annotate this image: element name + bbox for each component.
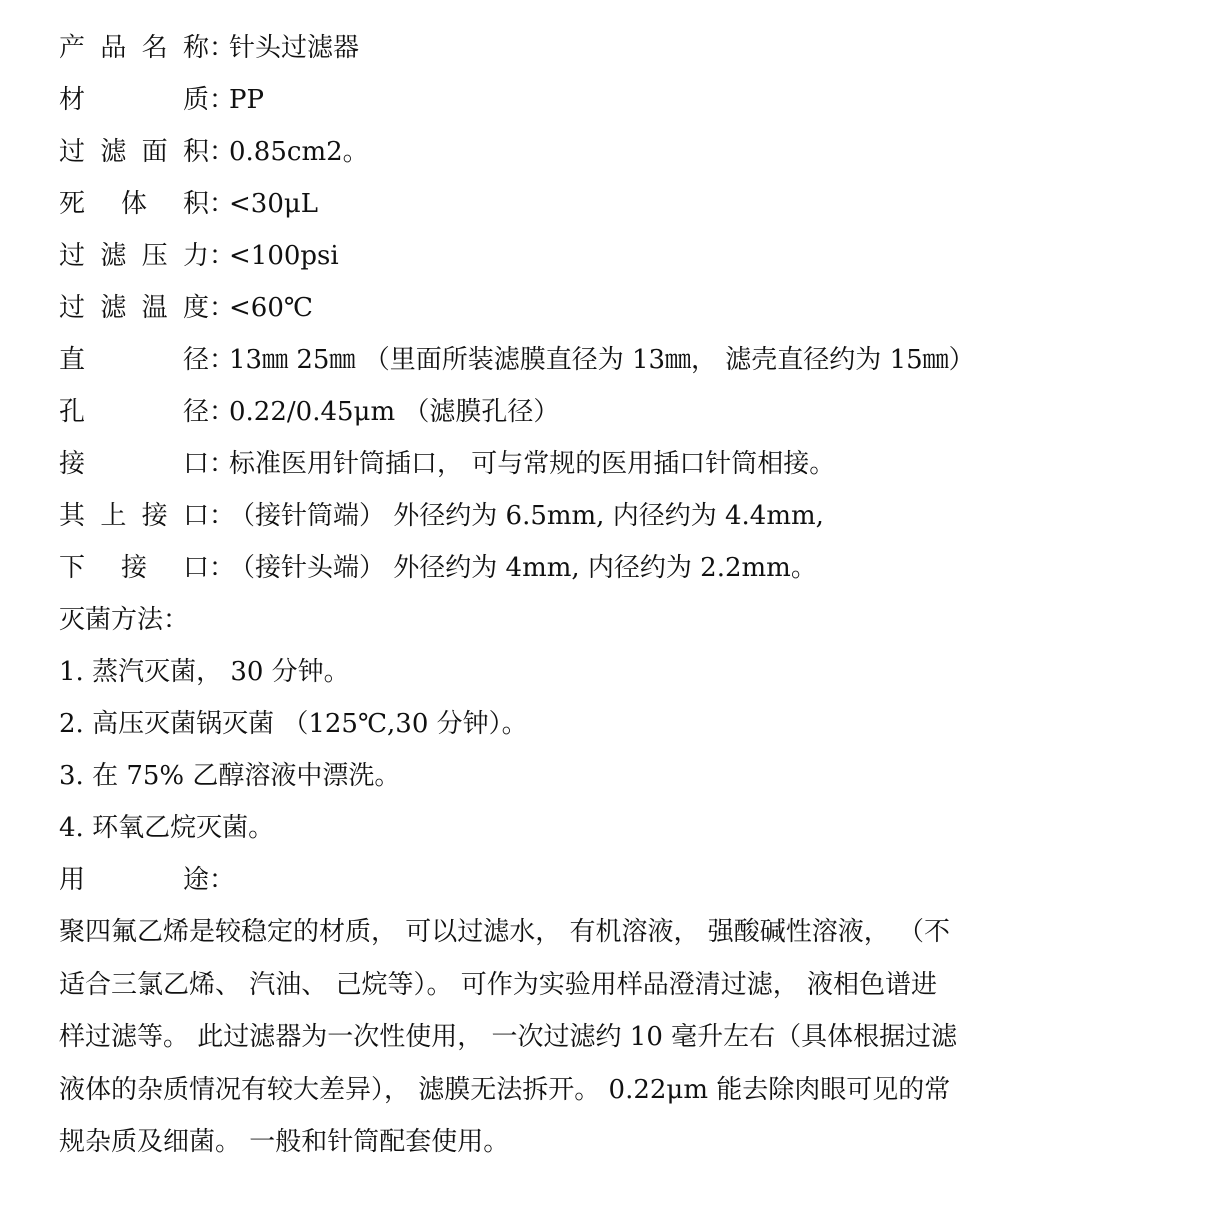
spec-label [59, 126, 209, 178]
spec-colon: ： [209, 449, 236, 479]
spec-label [59, 438, 209, 490]
spec-label-char: 压 [141, 241, 168, 271]
spec-colon: ： [209, 33, 236, 63]
spec-row [59, 126, 1159, 178]
spec-row [59, 74, 1159, 126]
spec-colon: ： [209, 293, 236, 323]
spec-value: 标准医用针筒插口， 可与常规的医用插口针筒相接。 [229, 449, 836, 479]
spec-row [59, 22, 1159, 74]
usage-row [59, 854, 1159, 906]
spec-list [59, 22, 1159, 594]
spec-row [59, 438, 1159, 490]
spec-label-char: 上 [100, 501, 127, 531]
spec-value: <30μL [229, 189, 319, 219]
spec-label-char: 过 [59, 293, 86, 323]
usage-label-char: 用 [59, 865, 86, 895]
usage-colon: ： [209, 865, 236, 895]
spec-label [59, 282, 209, 334]
spec-label-char: 材 [59, 85, 86, 115]
spec-label-char: 口 [182, 501, 209, 531]
spec-colon: ： [209, 501, 236, 531]
sterilization-item: 2. 高压灭菌锅灭菌 （125℃,30 分钟）。 [59, 709, 528, 739]
spec-colon: ： [209, 137, 236, 167]
spec-label-char: 积 [182, 189, 209, 219]
spec-label-char: 力 [182, 241, 209, 271]
spec-label-char: 积 [182, 137, 209, 167]
spec-label [59, 178, 209, 230]
spec-label [59, 74, 209, 126]
spec-label-char: 径 [182, 345, 209, 375]
sterilization-item: 1. 蒸汽灭菌， 30 分钟。 [59, 657, 350, 687]
spec-label-char: 接 [59, 449, 86, 479]
spec-value: <100psi [229, 241, 339, 271]
spec-row [59, 386, 1159, 438]
spec-label-char: 体 [120, 189, 147, 219]
usage-line: 规杂质及细菌。 一般和针筒配套使用。 [59, 1127, 510, 1157]
spec-label-char: 质 [182, 85, 209, 115]
spec-label-char: 直 [59, 345, 86, 375]
spec-label-char: 滤 [100, 293, 127, 323]
sterilization-item: 3. 在 75% 乙醇溶液中漂洗。 [59, 761, 401, 791]
spec-label-char: 接 [141, 501, 168, 531]
spec-label-char: 过 [59, 241, 86, 271]
spec-label-char: 径 [182, 397, 209, 427]
usage-line: 样过滤等。 此过滤器为一次性使用， 一次过滤约 10 毫升左右（具体根据过滤 [59, 1022, 958, 1052]
spec-label-char: 接 [120, 553, 147, 583]
sterilization-item: 4. 环氧乙烷灭菌。 [59, 813, 275, 843]
spec-colon: ： [209, 241, 236, 271]
spec-label-char: 温 [141, 293, 168, 323]
spec-label-char: 过 [59, 137, 86, 167]
spec-colon: ： [209, 85, 236, 115]
spec-row [59, 334, 1159, 386]
usage-label-char: 途 [182, 865, 209, 895]
spec-value: 0.22/0.45μm （滤膜孔径） [229, 397, 560, 427]
spec-label-char: 孔 [59, 397, 86, 427]
usage-paragraph [59, 906, 1144, 1169]
spec-value: （接针头端） 外径约为 4mm, 内径约为 2.2mm。 [229, 553, 817, 583]
spec-label [59, 230, 209, 282]
spec-label-char: 其 [59, 501, 86, 531]
usage-line: 聚四氟乙烯是较稳定的材质， 可以过滤水， 有机溶液， 强酸碱性溶液， （不 [59, 917, 951, 947]
spec-label-char: 下 [59, 553, 86, 583]
spec-row [59, 282, 1159, 334]
spec-label-char: 名 [141, 33, 168, 63]
sterilization-heading: 灭菌方法： [59, 605, 190, 635]
spec-value: PP [229, 85, 264, 115]
spec-colon: ： [209, 189, 236, 219]
spec-row [59, 178, 1159, 230]
spec-value: 针头过滤器 [229, 33, 360, 63]
spec-label-char: 面 [141, 137, 168, 167]
spec-label [59, 490, 209, 542]
spec-label [59, 22, 209, 74]
spec-value: （接针筒端） 外径约为 6.5mm, 内径约为 4.4mm, [229, 501, 824, 531]
spec-row [59, 490, 1159, 542]
spec-value: 13㎜ 25㎜ （里面所装滤膜直径为 13㎜， 滤壳直径约为 15㎜） [229, 345, 975, 375]
spec-label-char: 口 [182, 553, 209, 583]
spec-colon: ： [209, 397, 236, 427]
spec-colon: ： [209, 345, 236, 375]
product-spec-document [59, 22, 1159, 1169]
spec-value: 0.85cm2。 [229, 137, 369, 167]
spec-label [59, 334, 209, 386]
spec-label-char: 死 [59, 189, 86, 219]
spec-label [59, 542, 209, 594]
spec-label-char: 产 [59, 33, 86, 63]
spec-label-char: 滤 [100, 241, 127, 271]
spec-label-char: 称 [182, 33, 209, 63]
sterilization-list [59, 646, 1159, 854]
spec-label-char: 度 [182, 293, 209, 323]
spec-label-char: 品 [100, 33, 127, 63]
spec-label-char: 滤 [100, 137, 127, 167]
spec-colon: ： [209, 553, 236, 583]
spec-row [59, 542, 1159, 594]
usage-label [59, 854, 209, 906]
usage-line: 适合三氯乙烯、 汽油、 己烷等）。 可作为实验用样品澄清过滤， 液相色谱进 [59, 969, 938, 1000]
spec-value: <60℃ [229, 293, 313, 323]
usage-line: 液体的杂质情况有较大差异）， 滤膜无法拆开。 0.22μm 能去除肉眼可见的常 [59, 1074, 951, 1105]
spec-label-char: 口 [182, 449, 209, 479]
spec-label [59, 386, 209, 438]
spec-row [59, 230, 1159, 282]
